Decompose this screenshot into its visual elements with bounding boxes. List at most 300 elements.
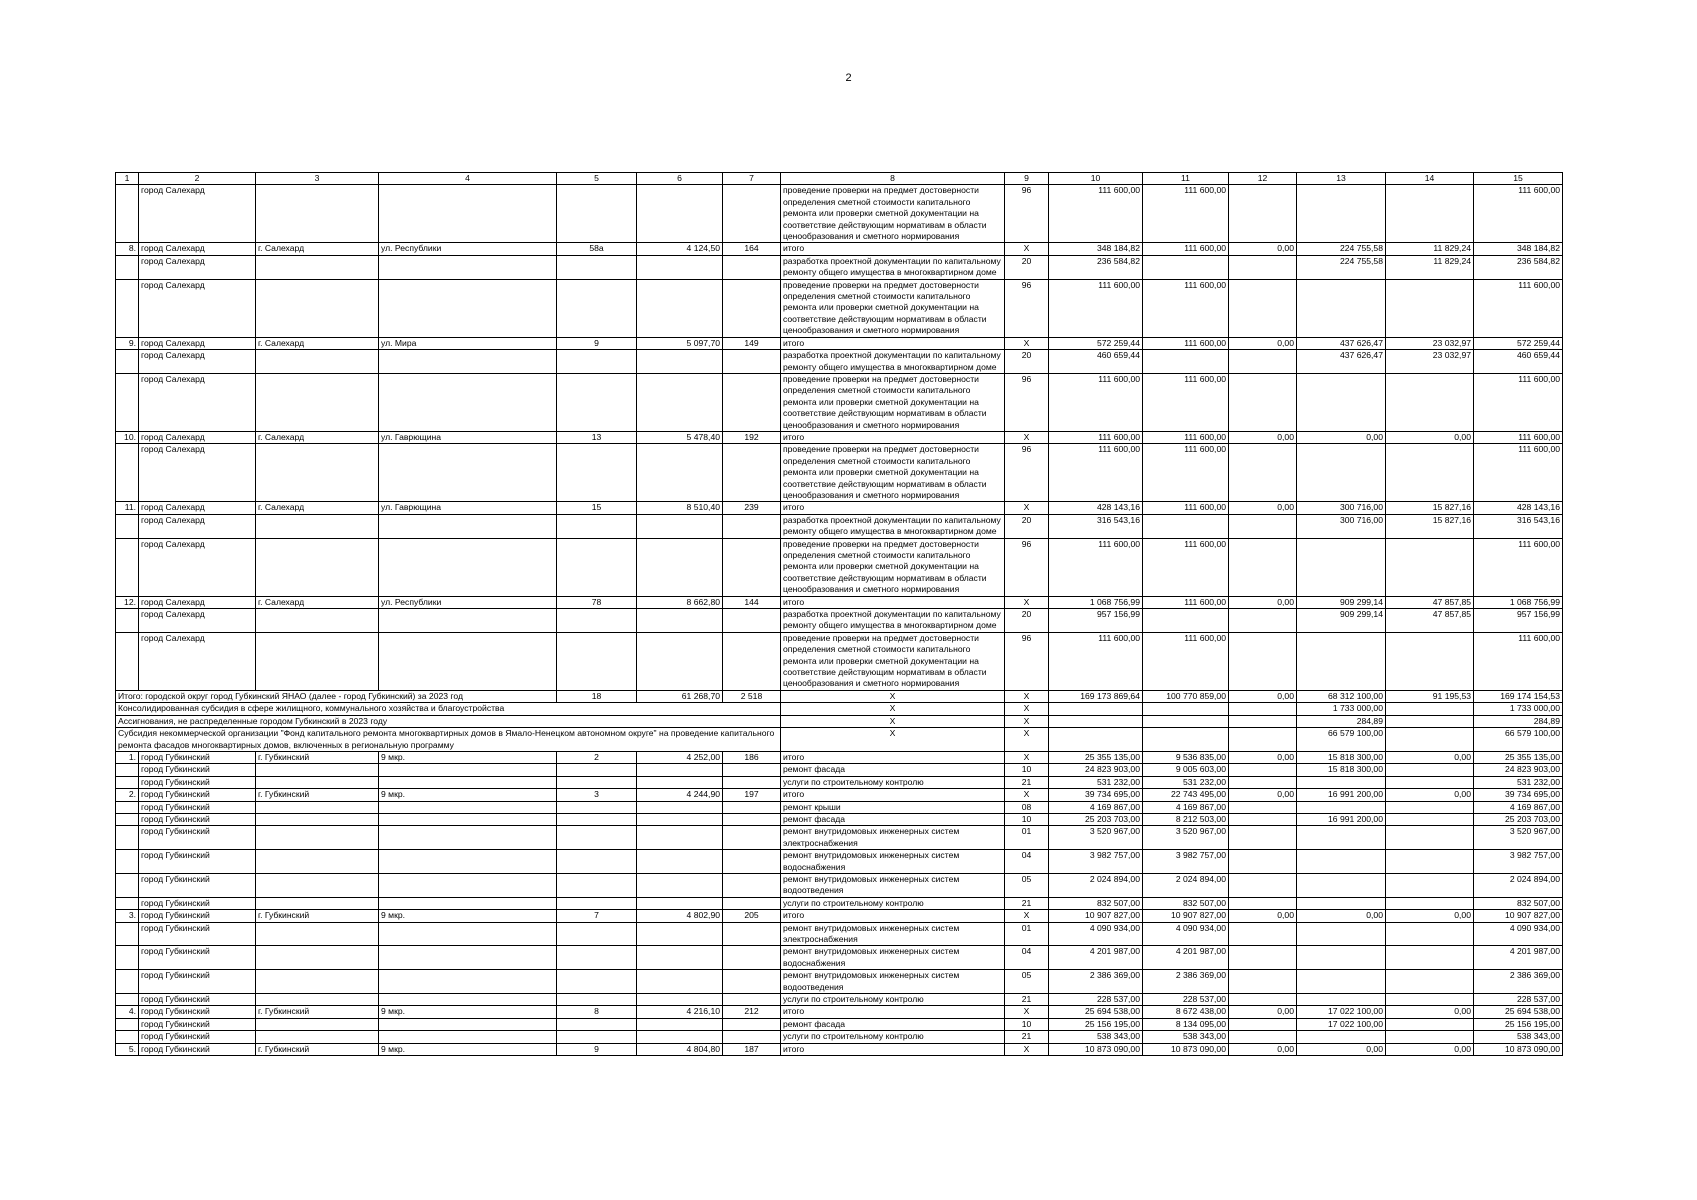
- cell-house: [557, 1018, 637, 1030]
- cell-street: [379, 850, 557, 874]
- cell-owners-cost: [1386, 728, 1474, 752]
- cell-grand-total: 25 694 538,00: [1474, 1006, 1563, 1018]
- cell-settlement: г. Салехард: [256, 596, 379, 608]
- cell-settlement: г. Салехард: [256, 431, 379, 443]
- cell-grand-total: 111 600,00: [1474, 185, 1563, 243]
- cell-total-cost: 10 873 090,00: [1049, 1043, 1143, 1055]
- cell-area: 4 244,90: [637, 789, 723, 801]
- cell-work-type: ремонт внутридомовых инженерных систем водоотведения: [781, 873, 1005, 897]
- cell-area: [637, 897, 723, 909]
- cell-num: [116, 632, 139, 690]
- cell-num: [116, 826, 139, 850]
- cell-house: [557, 538, 637, 596]
- cell-grand-total: 25 156 195,00: [1474, 1018, 1563, 1030]
- row-label: Консолидированная субсидия в сфере жилищного, коммунального хозяйства и благоустройства: [116, 703, 781, 715]
- table-row: [116, 373, 1563, 431]
- cell-street: ул. Республики: [379, 243, 557, 255]
- column-number-5: 5: [557, 173, 637, 185]
- cell-work-type: итого: [781, 596, 1005, 608]
- cell-owners-cost: 11 829,24: [1386, 255, 1474, 279]
- cell-municipality: город Салехард: [139, 243, 256, 255]
- cell-total-cost: 4 090 934,00: [1049, 922, 1143, 946]
- cell-municipality: город Губкинский: [139, 922, 256, 946]
- cell-residents: [723, 279, 781, 337]
- cell-subsidy-cost: 909 299,14: [1297, 596, 1386, 608]
- cell-total-cost: 4 169 867,00: [1049, 801, 1143, 813]
- capital-repair-table-wrapper: [115, 172, 1562, 1056]
- table-row: [116, 789, 1563, 801]
- cell-owners-cost: [1386, 373, 1474, 431]
- cell-subsidy-cost: 1 733 000,00: [1297, 703, 1386, 715]
- cell-budget-cost: [1229, 255, 1297, 279]
- cell-settlement: [256, 776, 379, 788]
- cell-grand-total: 25 203 703,00: [1474, 813, 1563, 825]
- cell-municipality: город Салехард: [139, 431, 256, 443]
- cell-num: 4.: [116, 1006, 139, 1018]
- cell-code: Х: [1005, 703, 1049, 715]
- cell-settlement: [256, 922, 379, 946]
- cell-total-cost: 25 203 703,00: [1049, 813, 1143, 825]
- cell-municipality: город Губкинский: [139, 751, 256, 763]
- cell-work-type: Х: [781, 703, 1005, 715]
- cell-municipality: город Губкинский: [139, 1018, 256, 1030]
- cell-street: [379, 538, 557, 596]
- column-number-2: 2: [139, 173, 256, 185]
- cell-municipality: город Губкинский: [139, 764, 256, 776]
- table-row: [116, 751, 1563, 763]
- cell-num: [116, 873, 139, 897]
- cell-budget-cost: [1229, 776, 1297, 788]
- cell-owners-cost: [1386, 801, 1474, 813]
- cell-house: 2: [557, 751, 637, 763]
- cell-work-type: итого: [781, 431, 1005, 443]
- cell-house: 7: [557, 910, 637, 922]
- cell-house: 9: [557, 337, 637, 349]
- total-row: [116, 690, 1563, 702]
- cell-settlement: [256, 350, 379, 374]
- cell-code: 20: [1005, 255, 1049, 279]
- cell-street: [379, 514, 557, 538]
- cell-code: 96: [1005, 279, 1049, 337]
- cell-total-cost: 24 823 903,00: [1049, 764, 1143, 776]
- cell-municipality: город Салехард: [139, 373, 256, 431]
- cell-area: [637, 444, 723, 502]
- cell-municipality: город Салехард: [139, 279, 256, 337]
- cell-budget-cost: [1229, 922, 1297, 946]
- cell-budget-cost: [1229, 279, 1297, 337]
- cell-budget-cost: 0,00: [1229, 502, 1297, 514]
- page-number: 2: [845, 72, 852, 84]
- cell-total-cost: 428 143,16: [1049, 502, 1143, 514]
- cell-total-cost: 531 232,00: [1049, 776, 1143, 788]
- cell-num: 11.: [116, 502, 139, 514]
- cell-house: 9: [557, 1043, 637, 1055]
- cell-subsidy-cost: [1297, 538, 1386, 596]
- cell-code: 21: [1005, 897, 1049, 909]
- cell-work-type: разработка проектной документации по капитальному ремонту общего имущества в многоквартирном доме: [781, 350, 1005, 374]
- cell-municipality: город Салехард: [139, 632, 256, 690]
- cell-code: 01: [1005, 826, 1049, 850]
- cell-settlement: [256, 826, 379, 850]
- cell-grand-total: 4 169 867,00: [1474, 801, 1563, 813]
- cell-house: [557, 946, 637, 970]
- cell-code: 10: [1005, 764, 1049, 776]
- cell-residents: 205: [723, 910, 781, 922]
- cell-budget-cost: 0,00: [1229, 690, 1297, 702]
- cell-subsidy-cost: 0,00: [1297, 910, 1386, 922]
- cell-code: Х: [1005, 243, 1049, 255]
- cell-area: [637, 279, 723, 337]
- table-row: [116, 1006, 1563, 1018]
- cell-num: 2.: [116, 789, 139, 801]
- cell-house: 3: [557, 789, 637, 801]
- cell-subsidy-cost: [1297, 850, 1386, 874]
- cell-settlement: [256, 873, 379, 897]
- cell-total-cost: 538 343,00: [1049, 1031, 1143, 1043]
- cell-house: [557, 1031, 637, 1043]
- cell-house: 78: [557, 596, 637, 608]
- cell-fund-cost: [1143, 609, 1229, 633]
- cell-budget-cost: [1229, 764, 1297, 776]
- cell-work-type: проведение проверки на предмет достоверности определения сметной стоимости капитального ремонта или проверки сметной документации на соответствие действующим нормативам в области ценообразования и сметного нормирования: [781, 185, 1005, 243]
- cell-fund-cost: 111 600,00: [1143, 243, 1229, 255]
- cell-municipality: город Губкинский: [139, 897, 256, 909]
- cell-municipality: город Губкинский: [139, 994, 256, 1006]
- cell-num: 12.: [116, 596, 139, 608]
- cell-grand-total: 2 386 369,00: [1474, 970, 1563, 994]
- cell-residents: [723, 801, 781, 813]
- cell-fund-cost: 4 090 934,00: [1143, 922, 1229, 946]
- table-row: [116, 1031, 1563, 1043]
- cell-house: [557, 632, 637, 690]
- cell-num: 10.: [116, 431, 139, 443]
- cell-work-type: Х: [781, 715, 1005, 727]
- cell-street: [379, 970, 557, 994]
- cell-code: 96: [1005, 538, 1049, 596]
- cell-work-type: ремонт внутридомовых инженерных систем водоотведения: [781, 970, 1005, 994]
- cell-code: 96: [1005, 185, 1049, 243]
- cell-code: Х: [1005, 728, 1049, 752]
- cell-subsidy-cost: [1297, 922, 1386, 946]
- cell-total-cost: 3 982 757,00: [1049, 850, 1143, 874]
- cell-residents: 144: [723, 596, 781, 608]
- cell-street: [379, 946, 557, 970]
- cell-owners-cost: 23 032,97: [1386, 350, 1474, 374]
- column-number-6: 6: [637, 173, 723, 185]
- cell-num: [116, 764, 139, 776]
- cell-house: 58а: [557, 243, 637, 255]
- summary-row: [116, 715, 1563, 727]
- cell-code: Х: [1005, 1043, 1049, 1055]
- cell-num: [116, 850, 139, 874]
- cell-settlement: г. Губкинский: [256, 789, 379, 801]
- cell-total-cost: 111 600,00: [1049, 444, 1143, 502]
- cell-total-cost: 1 068 756,99: [1049, 596, 1143, 608]
- table-row: [116, 502, 1563, 514]
- cell-municipality: город Губкинский: [139, 1043, 256, 1055]
- cell-municipality: город Губкинский: [139, 801, 256, 813]
- cell-house: [557, 255, 637, 279]
- cell-budget-cost: [1229, 801, 1297, 813]
- cell-total-cost: 4 201 987,00: [1049, 946, 1143, 970]
- cell-total-cost: 236 584,82: [1049, 255, 1143, 279]
- cell-grand-total: 111 600,00: [1474, 538, 1563, 596]
- cell-street: 9 мкр.: [379, 1006, 557, 1018]
- cell-owners-cost: [1386, 850, 1474, 874]
- cell-grand-total: 111 600,00: [1474, 431, 1563, 443]
- cell-budget-cost: [1229, 538, 1297, 596]
- cell-subsidy-cost: [1297, 776, 1386, 788]
- cell-budget-cost: [1229, 826, 1297, 850]
- cell-total-cost: 169 173 869,64: [1049, 690, 1143, 702]
- cell-budget-cost: [1229, 850, 1297, 874]
- cell-subsidy-cost: [1297, 801, 1386, 813]
- cell-area: [637, 850, 723, 874]
- cell-area: [637, 922, 723, 946]
- cell-fund-cost: 111 600,00: [1143, 431, 1229, 443]
- cell-subsidy-cost: [1297, 970, 1386, 994]
- cell-budget-cost: [1229, 994, 1297, 1006]
- cell-municipality: город Салехард: [139, 596, 256, 608]
- cell-residents: 149: [723, 337, 781, 349]
- cell-settlement: [256, 813, 379, 825]
- cell-code: 21: [1005, 776, 1049, 788]
- cell-settlement: [256, 255, 379, 279]
- cell-budget-cost: 0,00: [1229, 337, 1297, 349]
- cell-subsidy-cost: [1297, 826, 1386, 850]
- cell-grand-total: 1 733 000,00: [1474, 703, 1563, 715]
- cell-code: 10: [1005, 1018, 1049, 1030]
- cell-area: 8 510,40: [637, 502, 723, 514]
- cell-code: 96: [1005, 373, 1049, 431]
- cell-area: [637, 609, 723, 633]
- cell-street: [379, 255, 557, 279]
- cell-house: [557, 826, 637, 850]
- cell-street: 9 мкр.: [379, 1043, 557, 1055]
- cell-budget-cost: 0,00: [1229, 1006, 1297, 1018]
- cell-owners-cost: [1386, 1031, 1474, 1043]
- cell-budget-cost: 0,00: [1229, 789, 1297, 801]
- cell-code: Х: [1005, 715, 1049, 727]
- column-number-15: 15: [1474, 173, 1563, 185]
- cell-area: [637, 946, 723, 970]
- cell-code: Х: [1005, 502, 1049, 514]
- cell-owners-cost: 0,00: [1386, 910, 1474, 922]
- cell-grand-total: 460 659,44: [1474, 350, 1563, 374]
- cell-street: ул. Республики: [379, 596, 557, 608]
- cell-fund-cost: 832 507,00: [1143, 897, 1229, 909]
- cell-fund-cost: 111 600,00: [1143, 444, 1229, 502]
- cell-code: Х: [1005, 690, 1049, 702]
- cell-fund-cost: 4 201 987,00: [1143, 946, 1229, 970]
- cell-house: [557, 514, 637, 538]
- cell-street: [379, 350, 557, 374]
- cell-grand-total: 3 982 757,00: [1474, 850, 1563, 874]
- cell-grand-total: 66 579 100,00: [1474, 728, 1563, 752]
- cell-code: Х: [1005, 596, 1049, 608]
- cell-municipality: город Губкинский: [139, 789, 256, 801]
- summary-row: [116, 728, 1563, 752]
- cell-settlement: [256, 1031, 379, 1043]
- cell-budget-cost: 0,00: [1229, 431, 1297, 443]
- cell-subsidy-cost: 300 716,00: [1297, 502, 1386, 514]
- cell-municipality: город Губкинский: [139, 826, 256, 850]
- cell-house: [557, 801, 637, 813]
- table-row: [116, 350, 1563, 374]
- cell-budget-cost: [1229, 632, 1297, 690]
- cell-residents: [723, 1018, 781, 1030]
- cell-subsidy-cost: 300 716,00: [1297, 514, 1386, 538]
- cell-code: 21: [1005, 1031, 1049, 1043]
- cell-settlement: г. Салехард: [256, 337, 379, 349]
- cell-owners-cost: 0,00: [1386, 751, 1474, 763]
- cell-area: 4 802,90: [637, 910, 723, 922]
- cell-residents: [723, 764, 781, 776]
- cell-owners-cost: [1386, 279, 1474, 337]
- cell-street: [379, 764, 557, 776]
- cell-owners-cost: 0,00: [1386, 1043, 1474, 1055]
- cell-subsidy-cost: 17 022 100,00: [1297, 1006, 1386, 1018]
- cell-num: [116, 350, 139, 374]
- cell-code: 04: [1005, 850, 1049, 874]
- cell-municipality: город Салехард: [139, 502, 256, 514]
- cell-num: [116, 373, 139, 431]
- cell-work-type: ремонт фасада: [781, 813, 1005, 825]
- cell-residents: 239: [723, 502, 781, 514]
- cell-owners-cost: [1386, 813, 1474, 825]
- cell-grand-total: 538 343,00: [1474, 1031, 1563, 1043]
- cell-area: [637, 970, 723, 994]
- cell-area: [637, 1018, 723, 1030]
- cell-grand-total: 10 907 827,00: [1474, 910, 1563, 922]
- cell-owners-cost: 15 827,16: [1386, 502, 1474, 514]
- cell-settlement: [256, 373, 379, 431]
- cell-municipality: город Салехард: [139, 337, 256, 349]
- column-number-7: 7: [723, 173, 781, 185]
- table-row: [116, 243, 1563, 255]
- cell-settlement: [256, 897, 379, 909]
- table-row: [116, 185, 1563, 243]
- cell-owners-cost: [1386, 185, 1474, 243]
- cell-area: 61 268,70: [637, 690, 723, 702]
- cell-total-cost: 25 355 135,00: [1049, 751, 1143, 763]
- cell-budget-cost: 0,00: [1229, 596, 1297, 608]
- table-row: [116, 431, 1563, 443]
- cell-fund-cost: [1143, 350, 1229, 374]
- cell-street: [379, 609, 557, 633]
- cell-owners-cost: [1386, 538, 1474, 596]
- cell-settlement: г. Губкинский: [256, 751, 379, 763]
- cell-num: [116, 538, 139, 596]
- cell-area: 5 478,40: [637, 431, 723, 443]
- cell-budget-cost: [1229, 1018, 1297, 1030]
- cell-residents: 212: [723, 1006, 781, 1018]
- cell-area: 4 252,00: [637, 751, 723, 763]
- cell-total-cost: 572 259,44: [1049, 337, 1143, 349]
- cell-residents: 186: [723, 751, 781, 763]
- cell-work-type: ремонт внутридомовых инженерных систем электроснабжения: [781, 826, 1005, 850]
- cell-area: [637, 255, 723, 279]
- cell-house: 18: [557, 690, 637, 702]
- cell-grand-total: 24 823 903,00: [1474, 764, 1563, 776]
- cell-municipality: город Губкинский: [139, 1006, 256, 1018]
- cell-settlement: [256, 994, 379, 1006]
- cell-residents: [723, 897, 781, 909]
- cell-subsidy-cost: [1297, 1031, 1386, 1043]
- cell-owners-cost: 23 032,97: [1386, 337, 1474, 349]
- cell-residents: [723, 826, 781, 850]
- cell-house: 8: [557, 1006, 637, 1018]
- cell-grand-total: 531 232,00: [1474, 776, 1563, 788]
- cell-house: [557, 609, 637, 633]
- cell-grand-total: 284,89: [1474, 715, 1563, 727]
- cell-owners-cost: [1386, 444, 1474, 502]
- cell-municipality: город Салехард: [139, 350, 256, 374]
- cell-total-cost: 348 184,82: [1049, 243, 1143, 255]
- cell-owners-cost: 0,00: [1386, 1006, 1474, 1018]
- cell-settlement: [256, 970, 379, 994]
- column-number-12: 12: [1229, 173, 1297, 185]
- cell-work-type: разработка проектной документации по капитальному ремонту общего имущества в многоквартирном доме: [781, 255, 1005, 279]
- row-label: Итого: городской округ город Губкинский ЯНАО (далее - город Губкинский) за 2023 год: [116, 690, 557, 702]
- cell-num: [116, 922, 139, 946]
- cell-settlement: [256, 850, 379, 874]
- cell-work-type: Х: [781, 728, 1005, 752]
- cell-area: [637, 873, 723, 897]
- cell-residents: [723, 850, 781, 874]
- cell-house: [557, 373, 637, 431]
- cell-work-type: проведение проверки на предмет достоверности определения сметной стоимости капитального ремонта или проверки сметной документации на соответствие действующим нормативам в области ценообразования и сметного нормирования: [781, 538, 1005, 596]
- cell-num: 5.: [116, 1043, 139, 1055]
- cell-house: 13: [557, 431, 637, 443]
- cell-settlement: [256, 444, 379, 502]
- cell-fund-cost: 10 907 827,00: [1143, 910, 1229, 922]
- cell-owners-cost: 91 195,53: [1386, 690, 1474, 702]
- cell-house: [557, 897, 637, 909]
- cell-settlement: [256, 801, 379, 813]
- cell-street: [379, 776, 557, 788]
- cell-settlement: г. Губкинский: [256, 1043, 379, 1055]
- cell-owners-cost: [1386, 1018, 1474, 1030]
- cell-street: ул. Гаврющина: [379, 502, 557, 514]
- table-row: [116, 850, 1563, 874]
- cell-house: 15: [557, 502, 637, 514]
- cell-area: [637, 538, 723, 596]
- cell-code: 96: [1005, 444, 1049, 502]
- cell-street: [379, 994, 557, 1006]
- cell-num: [116, 444, 139, 502]
- table-row: [116, 994, 1563, 1006]
- cell-subsidy-cost: 17 022 100,00: [1297, 1018, 1386, 1030]
- table-row: [116, 255, 1563, 279]
- cell-fund-cost: 111 600,00: [1143, 596, 1229, 608]
- cell-budget-cost: 0,00: [1229, 751, 1297, 763]
- cell-residents: [723, 776, 781, 788]
- cell-budget-cost: [1229, 703, 1297, 715]
- column-number-row: [116, 173, 1563, 185]
- cell-grand-total: 4 090 934,00: [1474, 922, 1563, 946]
- cell-fund-cost: [1143, 514, 1229, 538]
- cell-residents: [723, 350, 781, 374]
- cell-subsidy-cost: [1297, 632, 1386, 690]
- cell-owners-cost: [1386, 776, 1474, 788]
- cell-total-cost: 460 659,44: [1049, 350, 1143, 374]
- cell-work-type: итого: [781, 751, 1005, 763]
- column-number-13: 13: [1297, 173, 1386, 185]
- cell-settlement: [256, 1018, 379, 1030]
- cell-work-type: итого: [781, 1043, 1005, 1055]
- cell-total-cost: [1049, 715, 1143, 727]
